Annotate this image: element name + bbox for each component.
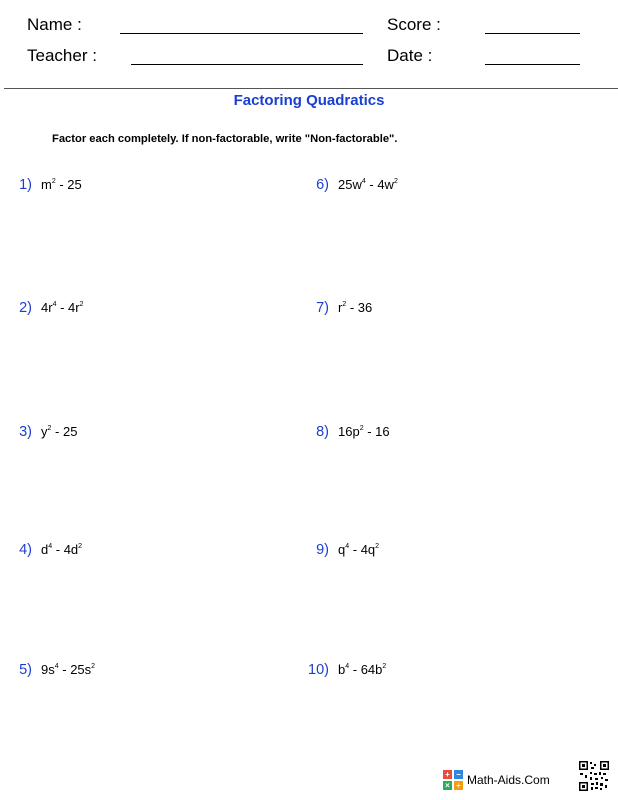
problem-number: 6) (316, 177, 329, 193)
teacher-line[interactable] (131, 64, 363, 65)
exponent: 2 (375, 543, 380, 550)
problem-number: 8) (316, 424, 329, 440)
problem-number: 9) (316, 542, 329, 558)
exponent: 2 (382, 663, 387, 670)
exponent: 2 (359, 425, 364, 432)
exponent: 2 (47, 425, 52, 432)
problem-expression: $4r^4 - 4r^2$ (41, 300, 84, 315)
teacher-label: Teacher : (27, 46, 97, 65)
logo-symbol: + (443, 770, 452, 779)
problem-expression: $m^2 - 25$ (41, 177, 82, 192)
name-label: Name : (27, 15, 82, 34)
brand-text: Math-Aids.Com (467, 773, 550, 787)
score-line[interactable] (485, 33, 580, 34)
problem-item (305, 424, 390, 440)
problem-expression: $y^2 - 25$ (41, 424, 78, 439)
problem-number: 4) (19, 542, 32, 558)
problem-expression: $25w^4 - 4w^2$ (338, 177, 398, 192)
problem-item (8, 662, 95, 678)
problem-item (305, 177, 398, 193)
problem-number: 2) (19, 300, 32, 316)
problem-expression: $b^4 - 64b^2$ (338, 662, 387, 677)
exponent: 2 (91, 663, 96, 670)
exponent: 4 (345, 543, 350, 550)
problem-item (8, 542, 82, 558)
exponent: 2 (51, 178, 56, 185)
problem-expression: $r^2 - 36$ (338, 300, 373, 315)
date-line[interactable] (485, 64, 580, 65)
problem-expression: $9s^4 - 25s^2$ (41, 662, 96, 677)
worksheet-title: Factoring Quadratics (233, 92, 385, 109)
problem-item (8, 424, 77, 440)
exponent: 2 (342, 301, 347, 308)
problem-number: 5) (19, 662, 32, 678)
date-label: Date : (387, 46, 433, 65)
exponent: 4 (361, 178, 366, 185)
problem-item (305, 542, 379, 558)
problem-number: 3) (19, 424, 32, 440)
instructions: Factor each completely. If non-factorable, write "Non-factorable". (52, 133, 398, 145)
problem-number: 7) (316, 300, 329, 316)
exponent: 4 (345, 663, 350, 670)
problem-item (8, 300, 84, 316)
problem-expression: $16p^2 - 16$ (338, 424, 390, 439)
problem-expression: $q^4 - 4q^2$ (338, 542, 380, 557)
logo-symbol: ÷ (454, 781, 463, 790)
problem-item (8, 177, 82, 193)
problem-number: 10) (308, 662, 329, 678)
problem-item (305, 662, 386, 678)
problem-item (305, 300, 372, 316)
qr-code-icon (579, 761, 609, 791)
problem-number: 1) (19, 177, 32, 193)
header-divider (4, 88, 618, 89)
logo-symbol: × (443, 781, 452, 790)
score-label: Score : (387, 15, 441, 34)
name-line[interactable] (120, 33, 363, 34)
exponent: 4 (52, 301, 57, 308)
logo-symbol: − (454, 770, 463, 779)
exponent: 2 (78, 543, 83, 550)
exponent: 2 (79, 301, 84, 308)
exponent: 2 (393, 178, 398, 185)
footer-brand (443, 770, 550, 790)
exponent: 4 (54, 663, 59, 670)
exponent: 4 (48, 543, 53, 550)
problem-expression: $d^4 - 4d^2$ (41, 542, 83, 557)
math-aids-logo (443, 770, 463, 790)
